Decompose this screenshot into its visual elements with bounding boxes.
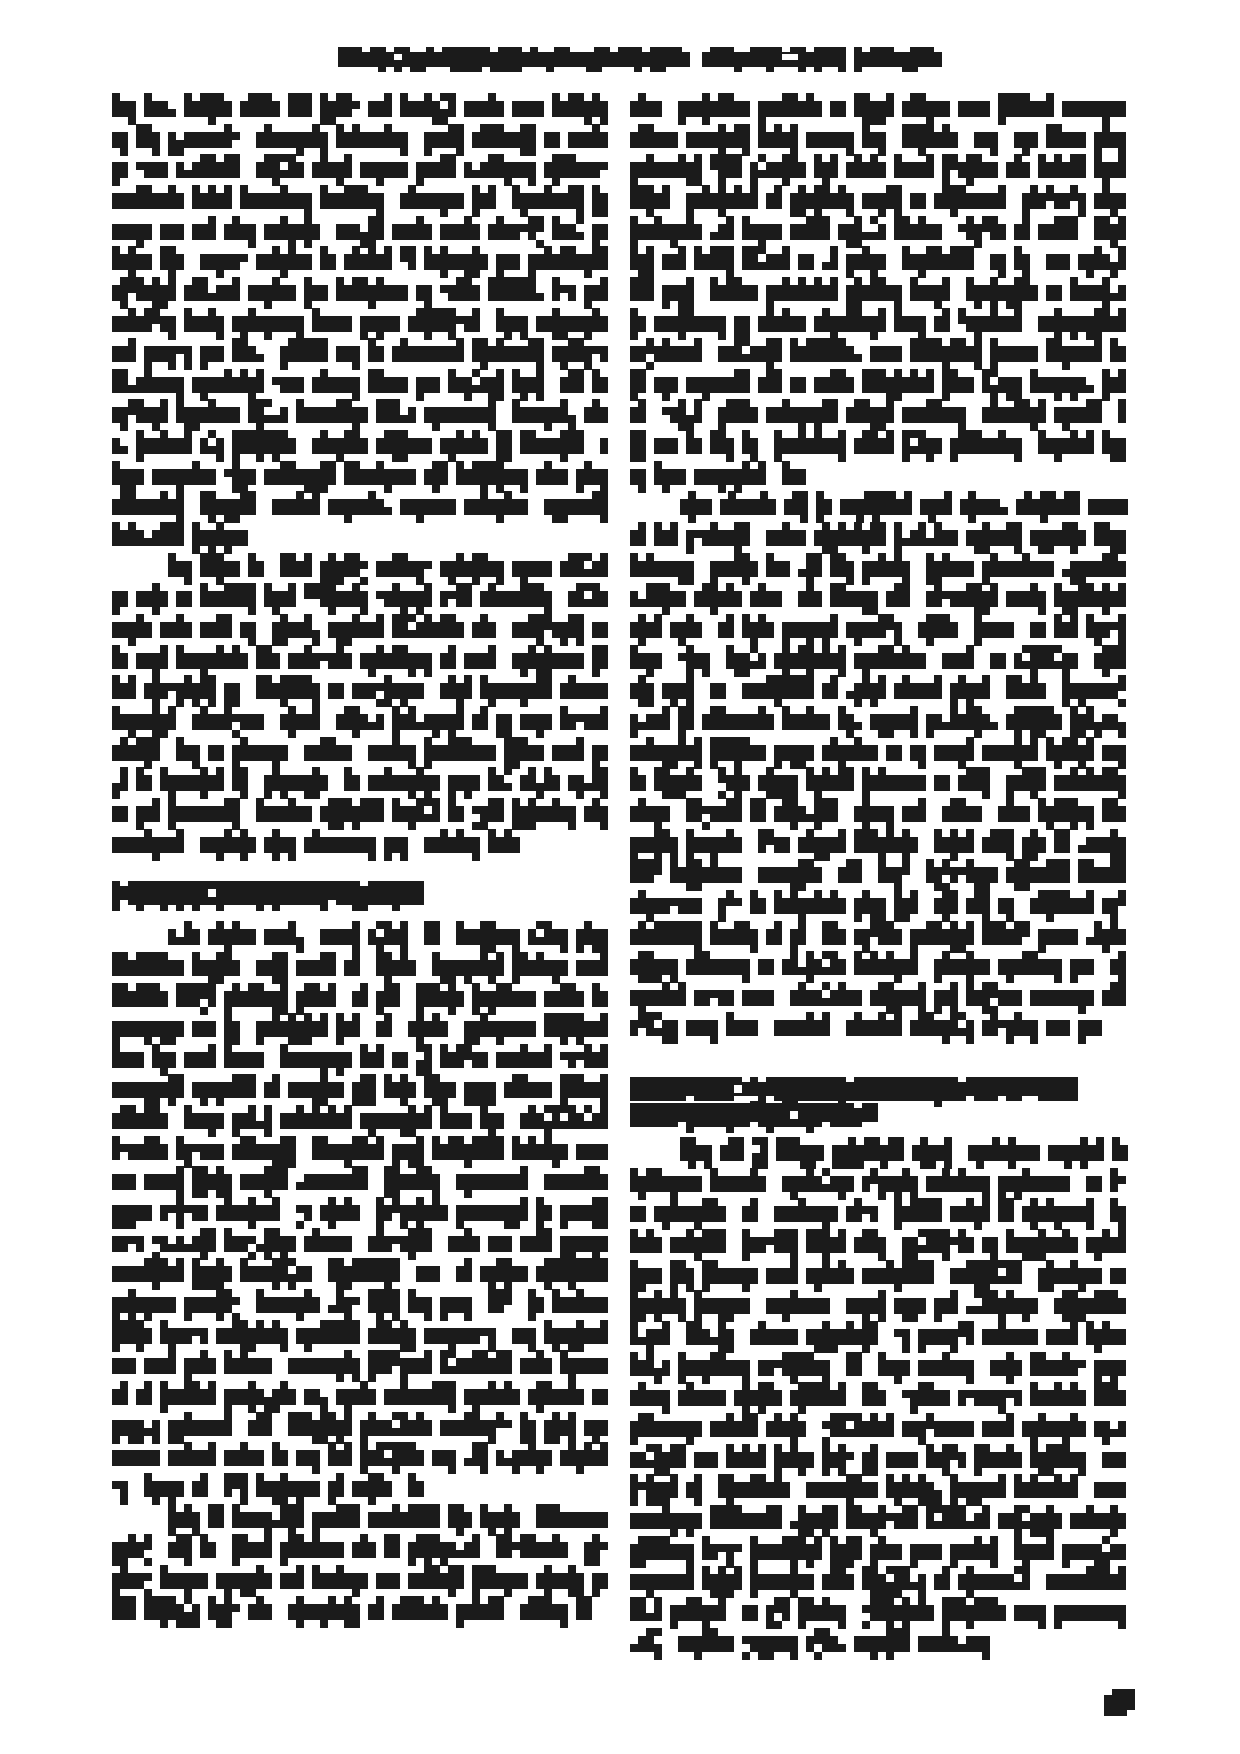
paragraph	[630, 491, 1128, 1044]
paragraph	[112, 553, 608, 861]
running-header	[338, 47, 942, 72]
left-text-column	[112, 93, 608, 1628]
header-segment	[338, 47, 690, 72]
paragraph	[630, 93, 1126, 493]
section-heading	[630, 1077, 1078, 1133]
page-number	[1104, 1689, 1135, 1716]
paragraph	[112, 921, 608, 1505]
paragraph	[112, 1504, 608, 1628]
right-text-column	[630, 93, 1128, 1660]
paragraph	[630, 1137, 1128, 1660]
header-segment	[854, 47, 942, 72]
paragraph	[112, 93, 608, 554]
header-segment	[702, 47, 846, 72]
section-heading	[112, 881, 424, 911]
